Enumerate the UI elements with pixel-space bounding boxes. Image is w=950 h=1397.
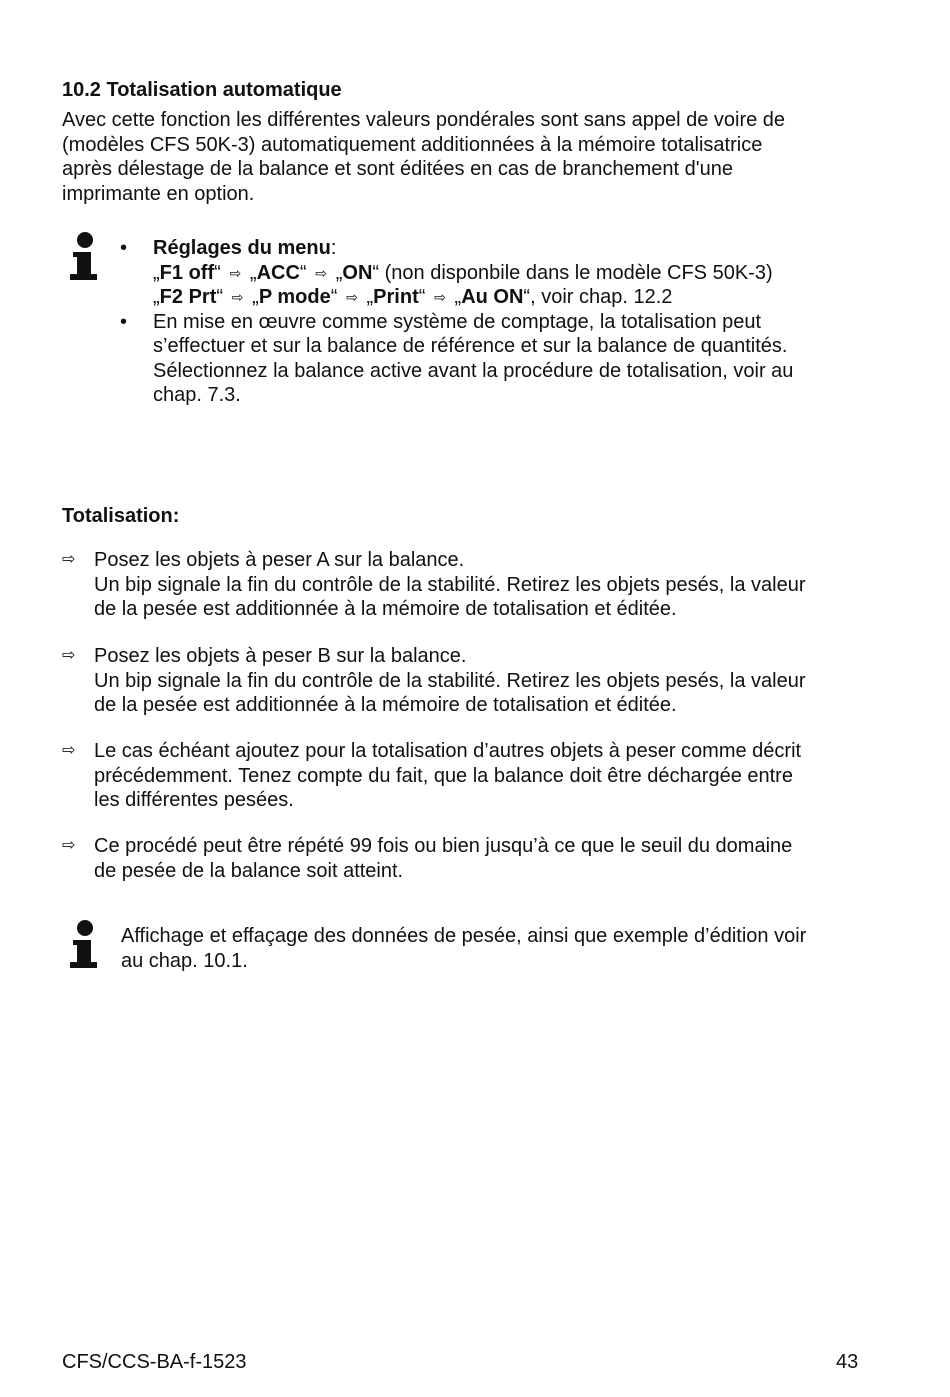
section-title: 10.2 Totalisation automatique <box>62 79 342 101</box>
arrow-icon: ⇨ <box>346 289 358 305</box>
step-line: précédemment. Tenez compte du fait, que la balance doit être déchargée entre <box>94 764 793 787</box>
bullet-glyph: • <box>120 310 128 333</box>
intro-line: après délestage de la balance et sont éditées en cas de branchement d'une <box>62 158 733 180</box>
bullet-menu-settings: • Réglages du menu: „F1 off“ ⇨ „ACC“ ⇨ „ON“ (non disponbile dans le modèle CFS 50K-3) „F2 Prt“ ⇨ „P mode“ ⇨ „Print“ ⇨ „Au ON“, voir chap. 12.2 <box>120 236 860 310</box>
arrow-icon: ⇨ <box>62 647 76 664</box>
step-line: Posez les objets à peser A sur la balance. <box>94 549 465 571</box>
procedure-step-1 <box>62 548 872 622</box>
step-line: Posez les objets à peser B sur la balance. <box>94 645 467 667</box>
menu-path-f1: „F1 off“ ⇨ „ACC“ ⇨ „ON“ (non disponbile dans le modèle CFS 50K-3) <box>153 261 773 284</box>
procedure-heading: Totalisation: <box>62 505 180 527</box>
menu-settings-heading: Réglages du menu <box>153 237 331 259</box>
arrow-icon: ⇨ <box>315 264 328 281</box>
intro-line: Avec cette fonction les différentes valeurs pondérales sont sans appel de voire de <box>62 109 786 131</box>
bullet-line: s’effectuer et sur la balance de référence et sur la balance de quantités. <box>153 335 788 357</box>
bullet-line: En mise en œuvre comme système de comptage, la totalisation peut <box>153 310 762 333</box>
arrow-icon: ⇨ <box>62 551 76 568</box>
bullet-glyph: • <box>120 237 128 259</box>
arrow-icon: ⇨ <box>229 264 242 281</box>
info-note <box>121 924 881 973</box>
bullet-line: Sélectionnez la balance active avant la procédure de totalisation, voir au <box>153 359 794 382</box>
menu-path-f2: „F2 Prt“ ⇨ „P mode“ ⇨ „Print“ ⇨ „Au ON“, voir chap. 12.2 <box>153 286 673 308</box>
intro-line: (modèles CFS 50K-3) automatiquement additionnées à la mémoire totalisatrice <box>62 133 763 156</box>
step-line: les différentes pesées. <box>94 789 294 811</box>
info-icon <box>68 232 98 282</box>
procedure-step-3 <box>62 739 872 813</box>
step-line: Le cas échéant ajoutez pour la totalisation d’autres objets à peser comme décrit <box>94 740 802 762</box>
arrow-icon: ⇨ <box>62 742 76 759</box>
page-number: 43 <box>836 1351 859 1373</box>
footer-doc-id: CFS/CCS-BA-f-1523 <box>62 1351 247 1373</box>
step-line: Un bip signale la fin du contrôle de la stabilité. Retirez les objets pesés, la valeur <box>94 669 806 692</box>
bullet-line: chap. 7.3. <box>153 384 241 406</box>
intro-paragraph <box>62 108 892 206</box>
intro-line: imprimante en option. <box>62 182 255 205</box>
arrow-icon: ⇨ <box>434 289 446 305</box>
procedure-step-4 <box>62 834 872 883</box>
step-line: de pesée de la balance soit atteint. <box>94 859 404 882</box>
step-line: de la pesée est additionnée à la mémoire de totalisation et éditée. <box>94 694 677 716</box>
step-line: Ce procédé peut être répété 99 fois ou bien jusqu’à ce que le seuil du domaine <box>94 835 793 857</box>
arrow-icon: ⇨ <box>62 837 76 854</box>
note-line: Affichage et effaçage des données de pesée, ainsi que exemple d’édition voir <box>121 925 807 947</box>
info-icon <box>68 920 98 970</box>
step-line: Un bip signale la fin du contrôle de la stabilité. Retirez les objets pesés, la valeur <box>94 573 806 596</box>
procedure-step-2 <box>62 644 872 718</box>
note-line: au chap. 10.1. <box>121 949 248 972</box>
info-bullet-list <box>120 236 860 408</box>
bullet-counting-system <box>120 310 860 408</box>
arrow-icon: ⇨ <box>231 289 244 305</box>
step-line: de la pesée est additionnée à la mémoire de totalisation et éditée. <box>94 598 677 620</box>
